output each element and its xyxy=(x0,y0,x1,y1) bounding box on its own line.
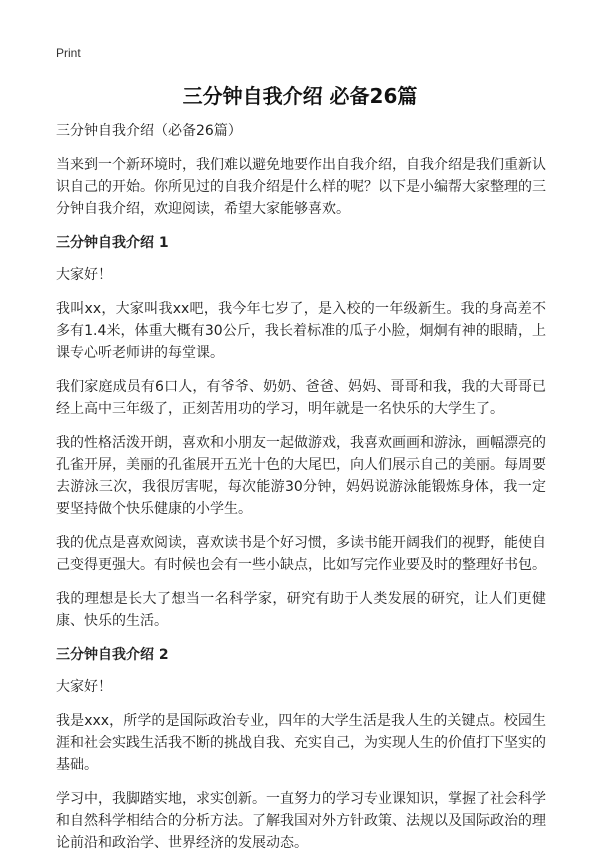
page-title: 三分钟自我介绍 必备26篇 xyxy=(182,84,418,108)
section-1-greeting: 大家好！ xyxy=(56,267,112,283)
article-subtitle: 三分钟自我介绍（必备26篇） xyxy=(56,123,242,139)
section-2-paragraph: 学习中，我脚踏实地，求实创新。一直努力的学习专业课知识，掌握了社会科学和自然科学相结合的分析方法。了解我国对外方针政策、法规以及国际政治的理论前沿和政治学、世界经济的发展动态。 xyxy=(56,791,546,851)
section-2-greeting: 大家好！ xyxy=(56,679,112,695)
intro-paragraph: 当来到一个新环境时，我们难以避免地要作出自我介绍，自我介绍是我们重新认识自己的开始。你所见过的自我介绍是什么样的呢？以下是小编帮大家整理的三分钟自我介绍，欢迎阅读，希望大家能够喜欢。 xyxy=(56,157,546,217)
section-2-paragraph: 我是xxx，所学的是国际政治专业，四年的大学生活是我人生的关键点。校园生涯和社会实践生活我不断的挑战自我、充实自己，为实现人生的价值打下坚实的基础。 xyxy=(56,713,546,773)
section-1-paragraph: 我的性格活泼开朗，喜欢和小朋友一起做游戏，我喜欢画画和游泳，画幅漂亮的孔雀开屏，美丽的孔雀展开五光十色的大尾巴，向人们展示自己的美丽。每周要去游泳三次，我很厉害呢，每次能游30分钟，妈妈说游泳能锻炼身体，我一定要坚持做个快乐健康的小学生。 xyxy=(56,435,546,517)
section-heading-2: 三分钟自我介绍 2 xyxy=(56,647,169,663)
section-heading-1: 三分钟自我介绍 1 xyxy=(56,235,169,251)
article-body xyxy=(56,120,546,866)
section-1-paragraph: 我们家庭成员有6口人，有爷爷、奶奶、爸爸、妈妈、哥哥和我，我的大哥哥已经上高中三年级了，正刻苦用功的学习，明年就是一名快乐的大学生了。 xyxy=(56,379,546,417)
section-1-paragraph: 我叫xx，大家叫我xx吧，我今年七岁了，是入校的一年级新生。我的身高差不多有1.4米，体重大概有30公斤，我长着标准的瓜子小脸，炯炯有神的眼睛，上课专心听老师讲的每堂课。 xyxy=(56,301,546,361)
print-link[interactable]: Print xyxy=(56,46,81,60)
section-1-paragraph: 我的理想是长大了想当一名科学家，研究有助于人类发展的研究，让人们更健康、快乐的生活。 xyxy=(56,591,546,629)
section-1-paragraph: 我的优点是喜欢阅读，喜欢读书是个好习惯，多读书能开阔我们的视野，能使自己变得更强大。有时候也会有一些小缺点，比如写完作业要及时的整理好书包。 xyxy=(56,535,546,573)
